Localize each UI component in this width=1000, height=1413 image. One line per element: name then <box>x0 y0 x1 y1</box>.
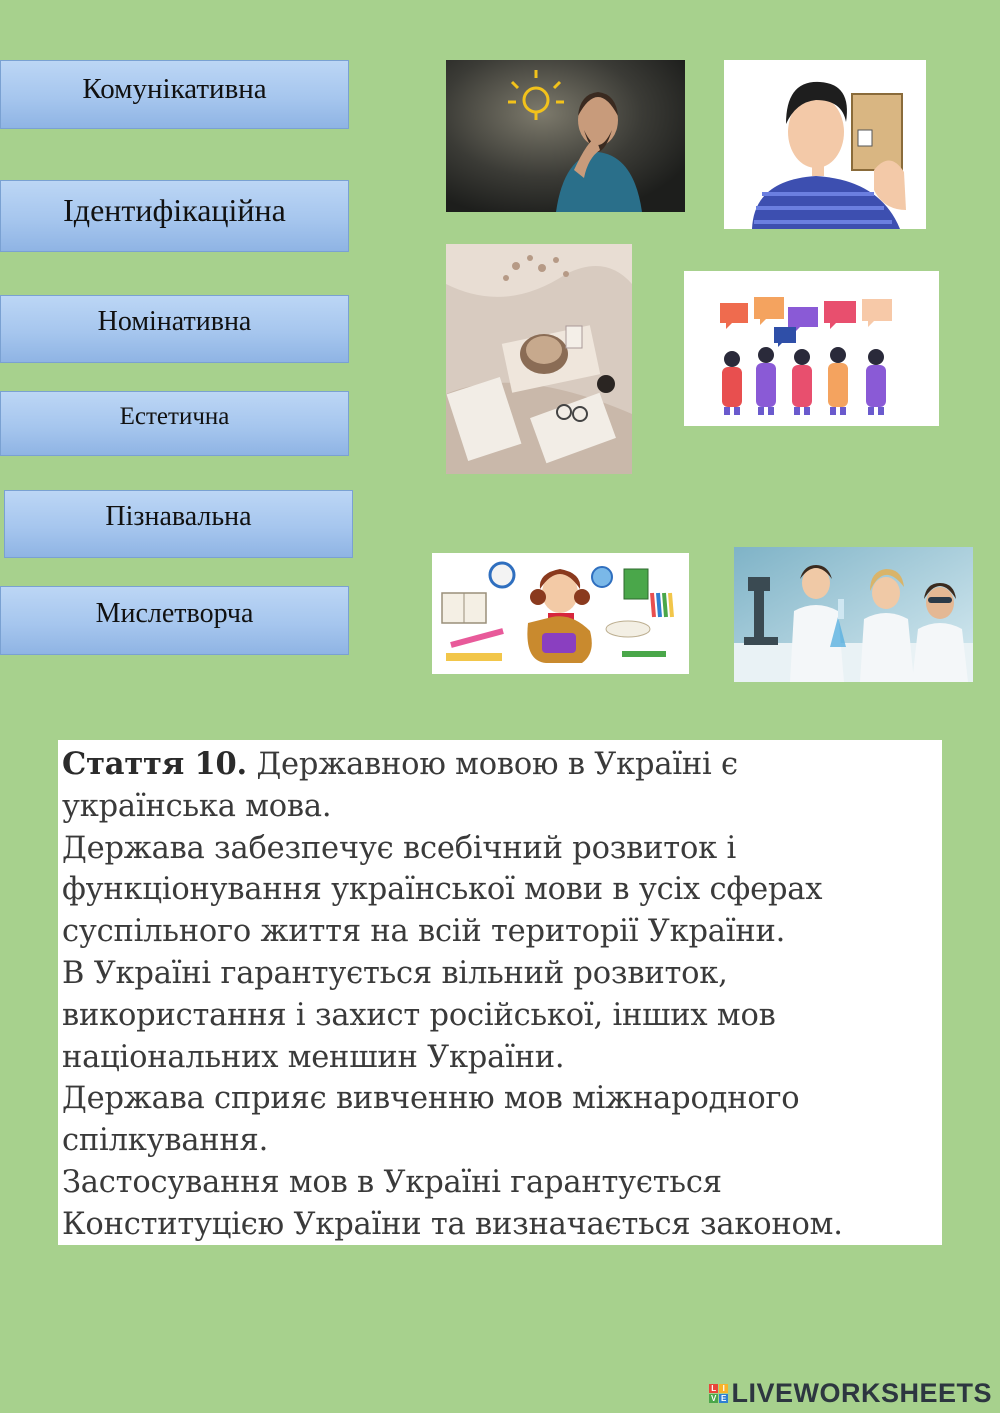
label-text: Номінативна <box>97 306 252 337</box>
label-text: Ідентифікаційна <box>63 191 286 228</box>
article-heading: Стаття 10. <box>62 746 247 782</box>
article-line-9: Держава сприяє вивченню мов міжнародного <box>62 1081 800 1117</box>
article-line-1-text: Державною мовою в Україні є <box>246 747 738 782</box>
thinking-man-lightbulb-image <box>446 60 685 212</box>
label-text: Комунікативна <box>82 73 267 105</box>
liveworksheets-brand <box>709 1378 992 1409</box>
article-line-10: спілкування. <box>62 1123 269 1159</box>
article-line-6: В Україні гарантується вільний розвиток, <box>62 955 728 991</box>
label-text: Естетична <box>119 402 230 430</box>
article-line-3: Держава забезпечує всебічний розвиток і <box>62 830 737 866</box>
person-with-id-document-image <box>724 60 926 229</box>
logo-letter-i: I <box>719 1384 728 1393</box>
label-box-identification[interactable] <box>0 180 349 252</box>
logo-letter-e: E <box>721 1394 727 1403</box>
liveworksheets-logo-icon <box>709 1384 728 1403</box>
label-text: Мислетворча <box>95 597 254 629</box>
scientists-laboratory-image <box>734 547 973 682</box>
cozy-reading-still-life-image <box>446 244 632 474</box>
article-line-12: Конституцією України та визначається законом. <box>62 1206 843 1242</box>
article-line-11: Застосування мов в Україні гарантується <box>62 1164 722 1200</box>
people-talking-speech-bubbles-image <box>684 271 939 426</box>
article-text-block <box>58 740 942 1245</box>
article-line-1 <box>62 744 938 786</box>
label-text: Пізнавальна <box>105 501 252 532</box>
article-line-5: суспільного життя на всій території України. <box>62 914 786 950</box>
logo-letter-v: V <box>711 1394 717 1403</box>
label-box-communicative[interactable] <box>0 60 349 129</box>
label-box-thought-forming[interactable] <box>0 586 349 655</box>
article-line-8: національних меншин України. <box>62 1039 565 1075</box>
article-line-7: використання і захист російської, інших мов <box>62 997 776 1033</box>
label-box-cognitive[interactable] <box>4 490 353 558</box>
logo-letter-l: L <box>711 1384 717 1393</box>
label-box-aesthetic[interactable] <box>0 391 349 456</box>
label-box-nominative[interactable] <box>0 295 349 363</box>
schoolgirl-with-supplies-image <box>432 553 689 674</box>
brand-name: LIVEWORKSHEETS <box>731 1378 992 1408</box>
article-line-2: українська мова. <box>62 788 332 824</box>
article-line-4: функціонування української мови в усіх сферах <box>62 872 823 908</box>
